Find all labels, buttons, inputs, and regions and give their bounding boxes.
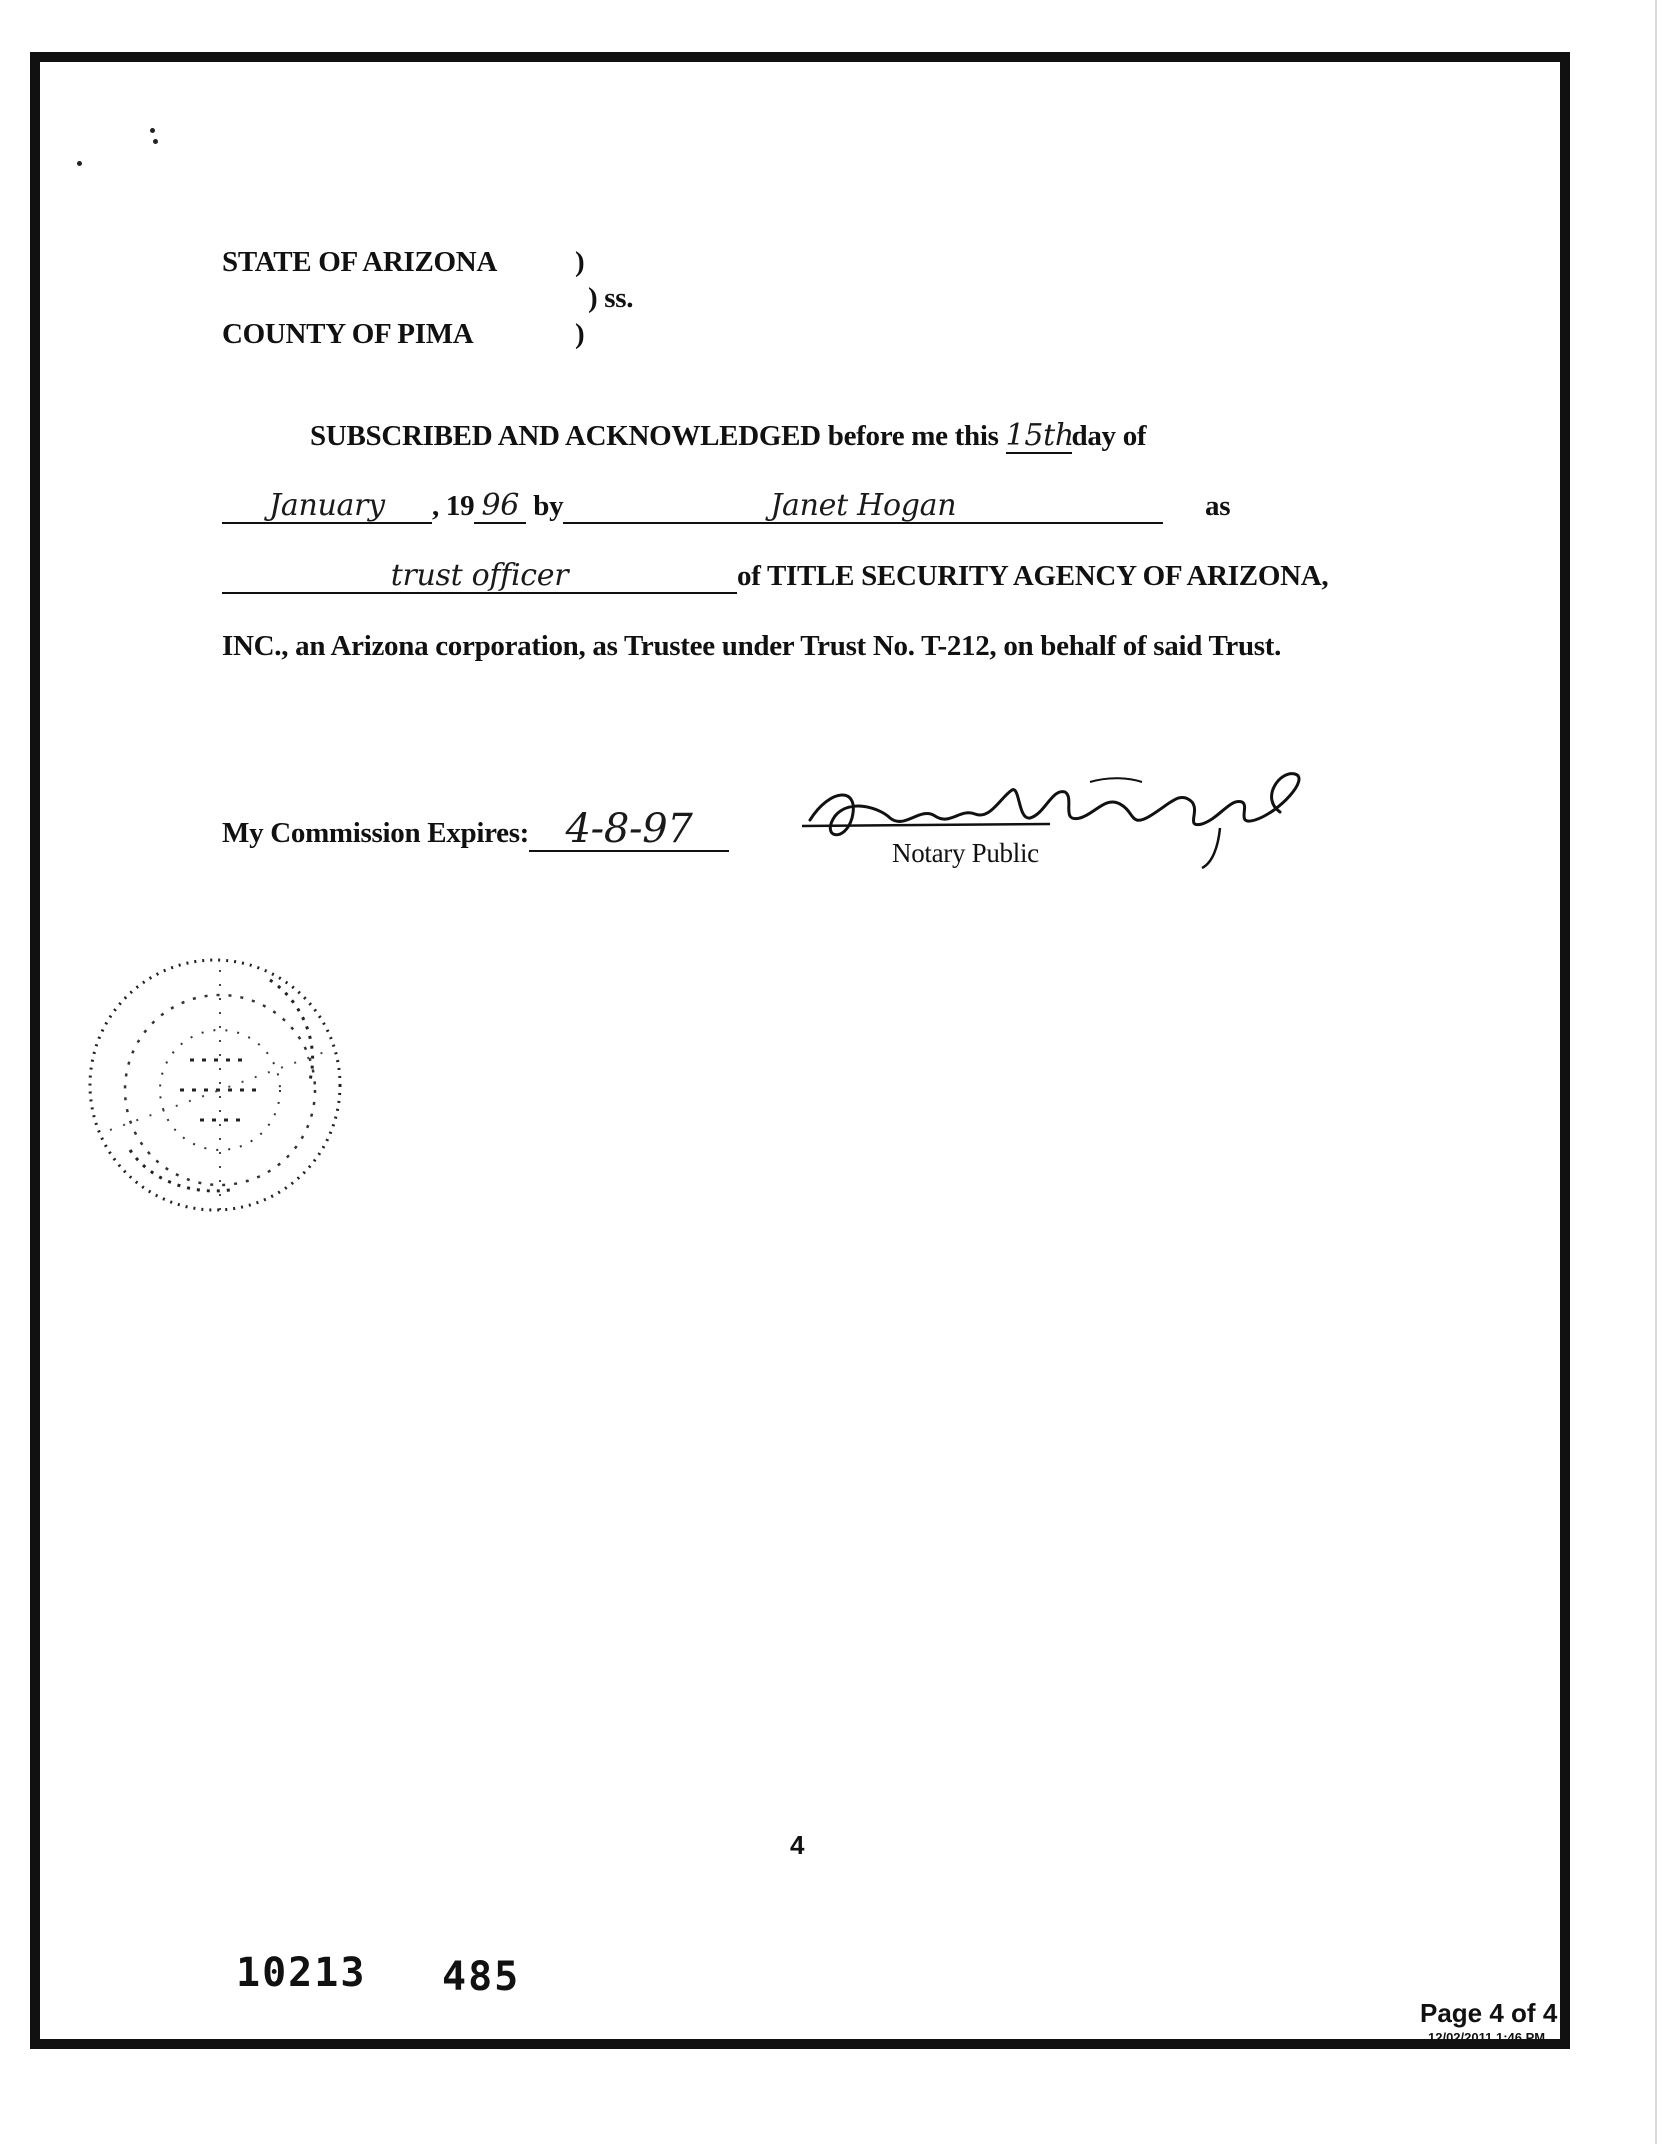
ack-name-field: Janet Hogan <box>563 490 1163 524</box>
commission-label: My Commission Expires: <box>222 817 530 849</box>
scan-speck <box>153 139 158 144</box>
ack-lead-text: SUBSCRIBED AND ACKNOWLEDGED before me this <box>310 420 999 452</box>
ack-company-text: of TITLE SECURITY AGENCY OF ARIZONA, <box>737 560 1329 592</box>
ack-month-field: January <box>222 490 432 524</box>
ack-day-of-text: day of <box>1071 420 1147 452</box>
venue-paren-top: ) <box>575 246 585 278</box>
record-book-number: 10213 <box>236 1950 367 1996</box>
page-number: 4 <box>790 1830 805 1860</box>
venue-county: COUNTY OF PIMA <box>222 318 474 350</box>
print-timestamp: 12/02/2011 1:46 PM <box>1428 2030 1546 2045</box>
record-page-number: 485 <box>442 1954 521 2000</box>
venue-paren-bottom: ) <box>575 318 585 350</box>
commission-line <box>222 808 729 852</box>
ack-year-prefix: 19 <box>445 490 475 522</box>
ack-line-2: January , 19 96 by Janet Hogan <box>222 490 1163 524</box>
ack-line-3 <box>222 560 1328 594</box>
ack-by-text: by <box>533 490 564 522</box>
notary-title: Notary Public <box>892 838 1039 868</box>
page-of-label: Page 4 of 4 <box>1420 1998 1558 2028</box>
venue-state: STATE OF ARIZONA <box>222 246 498 278</box>
ack-day-field: 15th <box>1005 418 1074 453</box>
notary-seal <box>70 940 360 1230</box>
scan-speck <box>77 161 82 166</box>
commission-date-field: 4-8-97 <box>529 808 729 852</box>
ack-year-field: 96 <box>474 490 526 524</box>
scan-edge-rule <box>1655 0 1657 2144</box>
venue-ss: ) ss. <box>588 282 634 314</box>
ack-trust-text: INC., an Arizona corporation, as Trustee under Trust No. T-212, on behalf of said Trust. <box>222 630 1282 662</box>
ack-as-text: as <box>1205 490 1231 522</box>
ack-capacity-field: trust officer <box>222 560 737 594</box>
notary-signature <box>790 768 1330 878</box>
scan-speck <box>150 128 155 133</box>
ack-line-1 <box>310 420 1146 454</box>
